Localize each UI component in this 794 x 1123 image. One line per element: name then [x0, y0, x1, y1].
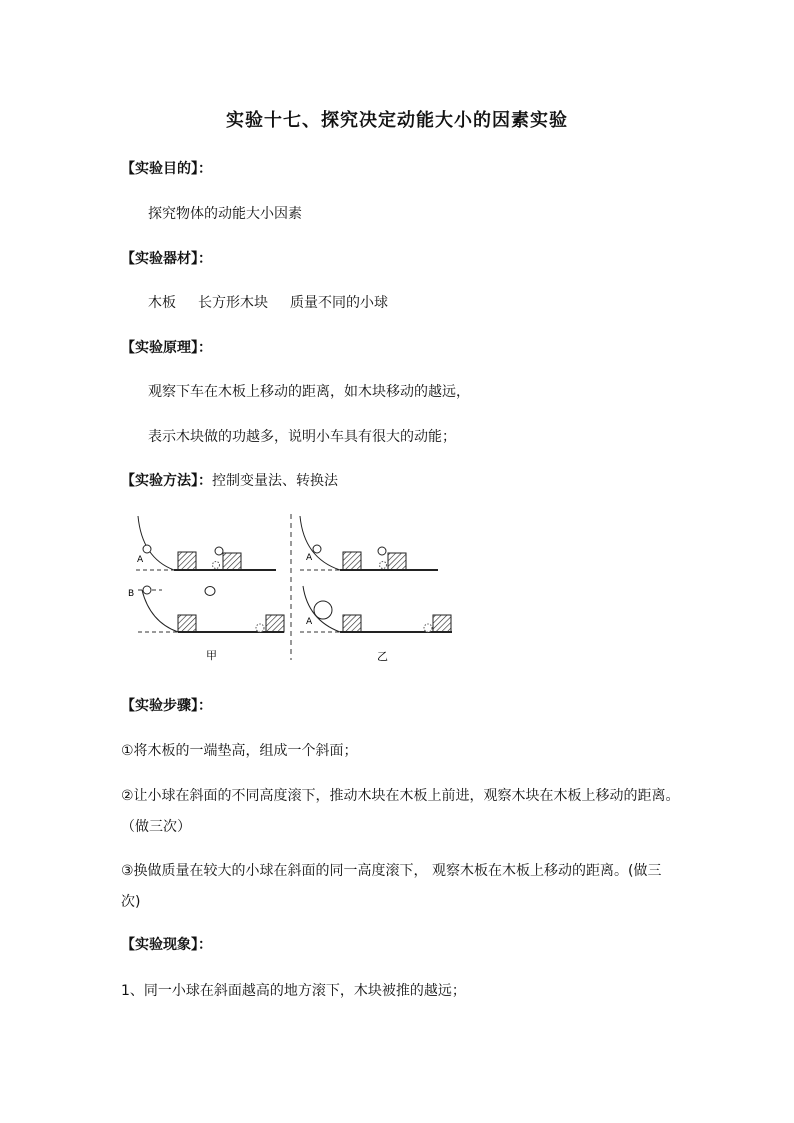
wood-block [343, 552, 361, 570]
page-title: 实验十七、探究决定动能大小的因素实验 [226, 110, 568, 131]
label-a: A [306, 617, 313, 627]
ball-moved [256, 624, 264, 632]
ball [143, 586, 151, 594]
caption-right: 乙 [377, 650, 388, 663]
step-2-line-1: ②让小球在斜面的不同高度滚下，推动木块在木板上前进，观察木块在木板上移动的距离。 [121, 788, 680, 804]
wood-block-moved [388, 553, 406, 570]
wood-block [343, 615, 361, 632]
panel-left-bottom [128, 586, 284, 632]
label-a: A [306, 553, 313, 563]
step-2-line-2: （做三次） [121, 819, 191, 835]
steps-heading: 【实验步骤】： [121, 698, 212, 714]
equipment-item: 质量不同的小球 [290, 295, 388, 311]
wood-block [178, 615, 196, 632]
panel-right-top [300, 516, 438, 570]
step-3-line-2: 次) [121, 894, 141, 910]
equipment-heading: 【实验器材】： [121, 251, 212, 267]
purpose-heading: 【实验目的】： [121, 161, 212, 177]
ball-moved [424, 624, 432, 632]
equipment-item: 长方形木块 [198, 295, 268, 311]
ball [313, 545, 321, 553]
ball [215, 547, 223, 555]
method-heading: 【实验方法】： [121, 473, 212, 489]
principle-line-2: 表示木块做的功越多，说明小车具有很大的动能； [148, 429, 456, 445]
experiment-figure [118, 508, 458, 668]
label-a: A [137, 555, 144, 565]
ball-moved [380, 562, 387, 569]
panel-right-bottom [300, 586, 452, 632]
caption-left: 甲 [206, 649, 217, 662]
principle-heading: 【实验原理】： [121, 340, 212, 356]
wood-block-moved [223, 553, 241, 570]
method-line [121, 470, 338, 490]
wood-block-moved [266, 615, 284, 632]
label-b: B [128, 589, 135, 599]
big-ball [314, 601, 332, 619]
step-1: ①将木板的一端垫高，组成一个斜面； [121, 743, 358, 759]
ball [143, 545, 151, 553]
equipment-item: 木板 [148, 295, 176, 311]
panel-left-top [136, 516, 276, 570]
phenomena-item-1: 1、同一小球在斜面越高的地方滚下，木块被推的越远； [121, 983, 466, 999]
wood-block-moved [433, 615, 451, 632]
purpose-text: 探究物体的动能大小因素 [148, 206, 302, 222]
phenomena-heading: 【实验现象】： [121, 937, 212, 953]
equipment-list [148, 292, 388, 312]
ball-moved [213, 562, 220, 569]
method-text: 控制变量法、转换法 [212, 473, 338, 489]
principle-line-1: 观察下车在木板上移动的距离，如木块移动的越远， [148, 384, 470, 400]
step-3-line-1: ③换做质量在较大的小球在斜面的同一高度滚下， 观察木板在木板上移动的距离。(做三 [121, 863, 662, 879]
ball [205, 587, 215, 596]
ball [378, 547, 386, 555]
wood-block [178, 552, 196, 570]
